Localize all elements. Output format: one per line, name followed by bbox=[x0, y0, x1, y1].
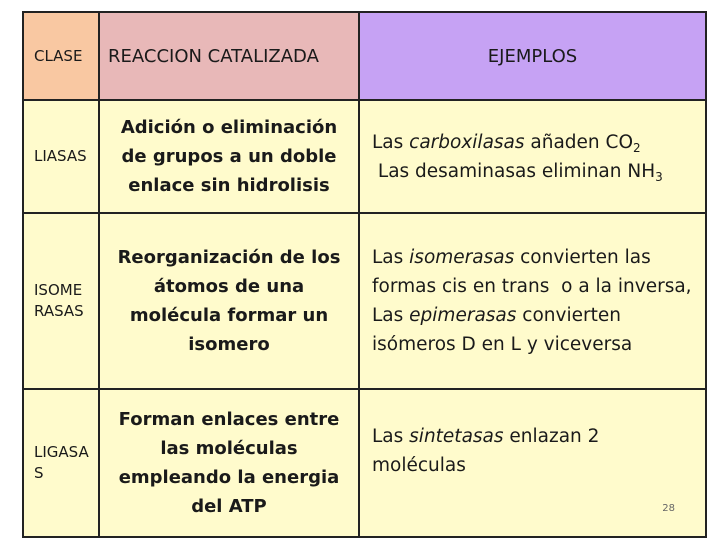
class-label: LIGASA S bbox=[34, 443, 89, 482]
example-text: Las carboxilasas añaden $CO_2$ Las desaminasas eliminan $NH_3$ bbox=[372, 131, 663, 184]
row-divider bbox=[24, 99, 705, 101]
example-text: Las isomerasas convierten las formas cis en trans o a la inversa, Las epimerasas convierten isómeros D en L y viceversa bbox=[372, 247, 692, 355]
example-cell-liasas bbox=[360, 101, 705, 212]
page-number: 28 bbox=[662, 503, 675, 514]
class-cell-liasas bbox=[24, 101, 98, 212]
row-divider bbox=[24, 388, 705, 390]
header-ejemplos: EJEMPLOS bbox=[487, 45, 578, 67]
example-text: Las sintetasas enlazan 2 moléculas bbox=[372, 426, 600, 476]
class-cell-isomerasas bbox=[24, 214, 98, 388]
header-reaccion: REACCION CATALIZADA bbox=[108, 45, 319, 67]
header-clase-cell bbox=[24, 13, 98, 99]
reaction-cell-ligasas bbox=[100, 390, 358, 536]
column-divider bbox=[98, 13, 100, 536]
class-label: ISOME RASAS bbox=[34, 281, 84, 320]
reaction-cell-isomerasas bbox=[100, 214, 358, 388]
example-cell-ligasas bbox=[360, 390, 705, 536]
example-cell-isomerasas bbox=[360, 214, 705, 388]
header-ejemplos-cell bbox=[360, 13, 705, 99]
header-clase: CLASE bbox=[34, 46, 83, 65]
reaction-text: Reorganización de los átomos de una molécula formar un isomero bbox=[117, 247, 341, 355]
reaction-cell-liasas bbox=[100, 101, 358, 212]
enzyme-classes-table bbox=[22, 11, 707, 538]
column-divider bbox=[358, 13, 360, 536]
reaction-text: Adición o eliminación de grupos a un doble enlace sin hidrolisis bbox=[120, 117, 338, 196]
class-cell-ligasas bbox=[24, 390, 98, 536]
class-label: LIASAS bbox=[34, 147, 87, 165]
reaction-text: Forman enlaces entre las moléculas empleando la energia del ATP bbox=[118, 409, 340, 517]
row-divider bbox=[24, 212, 705, 214]
header-reaccion-cell bbox=[100, 13, 358, 99]
